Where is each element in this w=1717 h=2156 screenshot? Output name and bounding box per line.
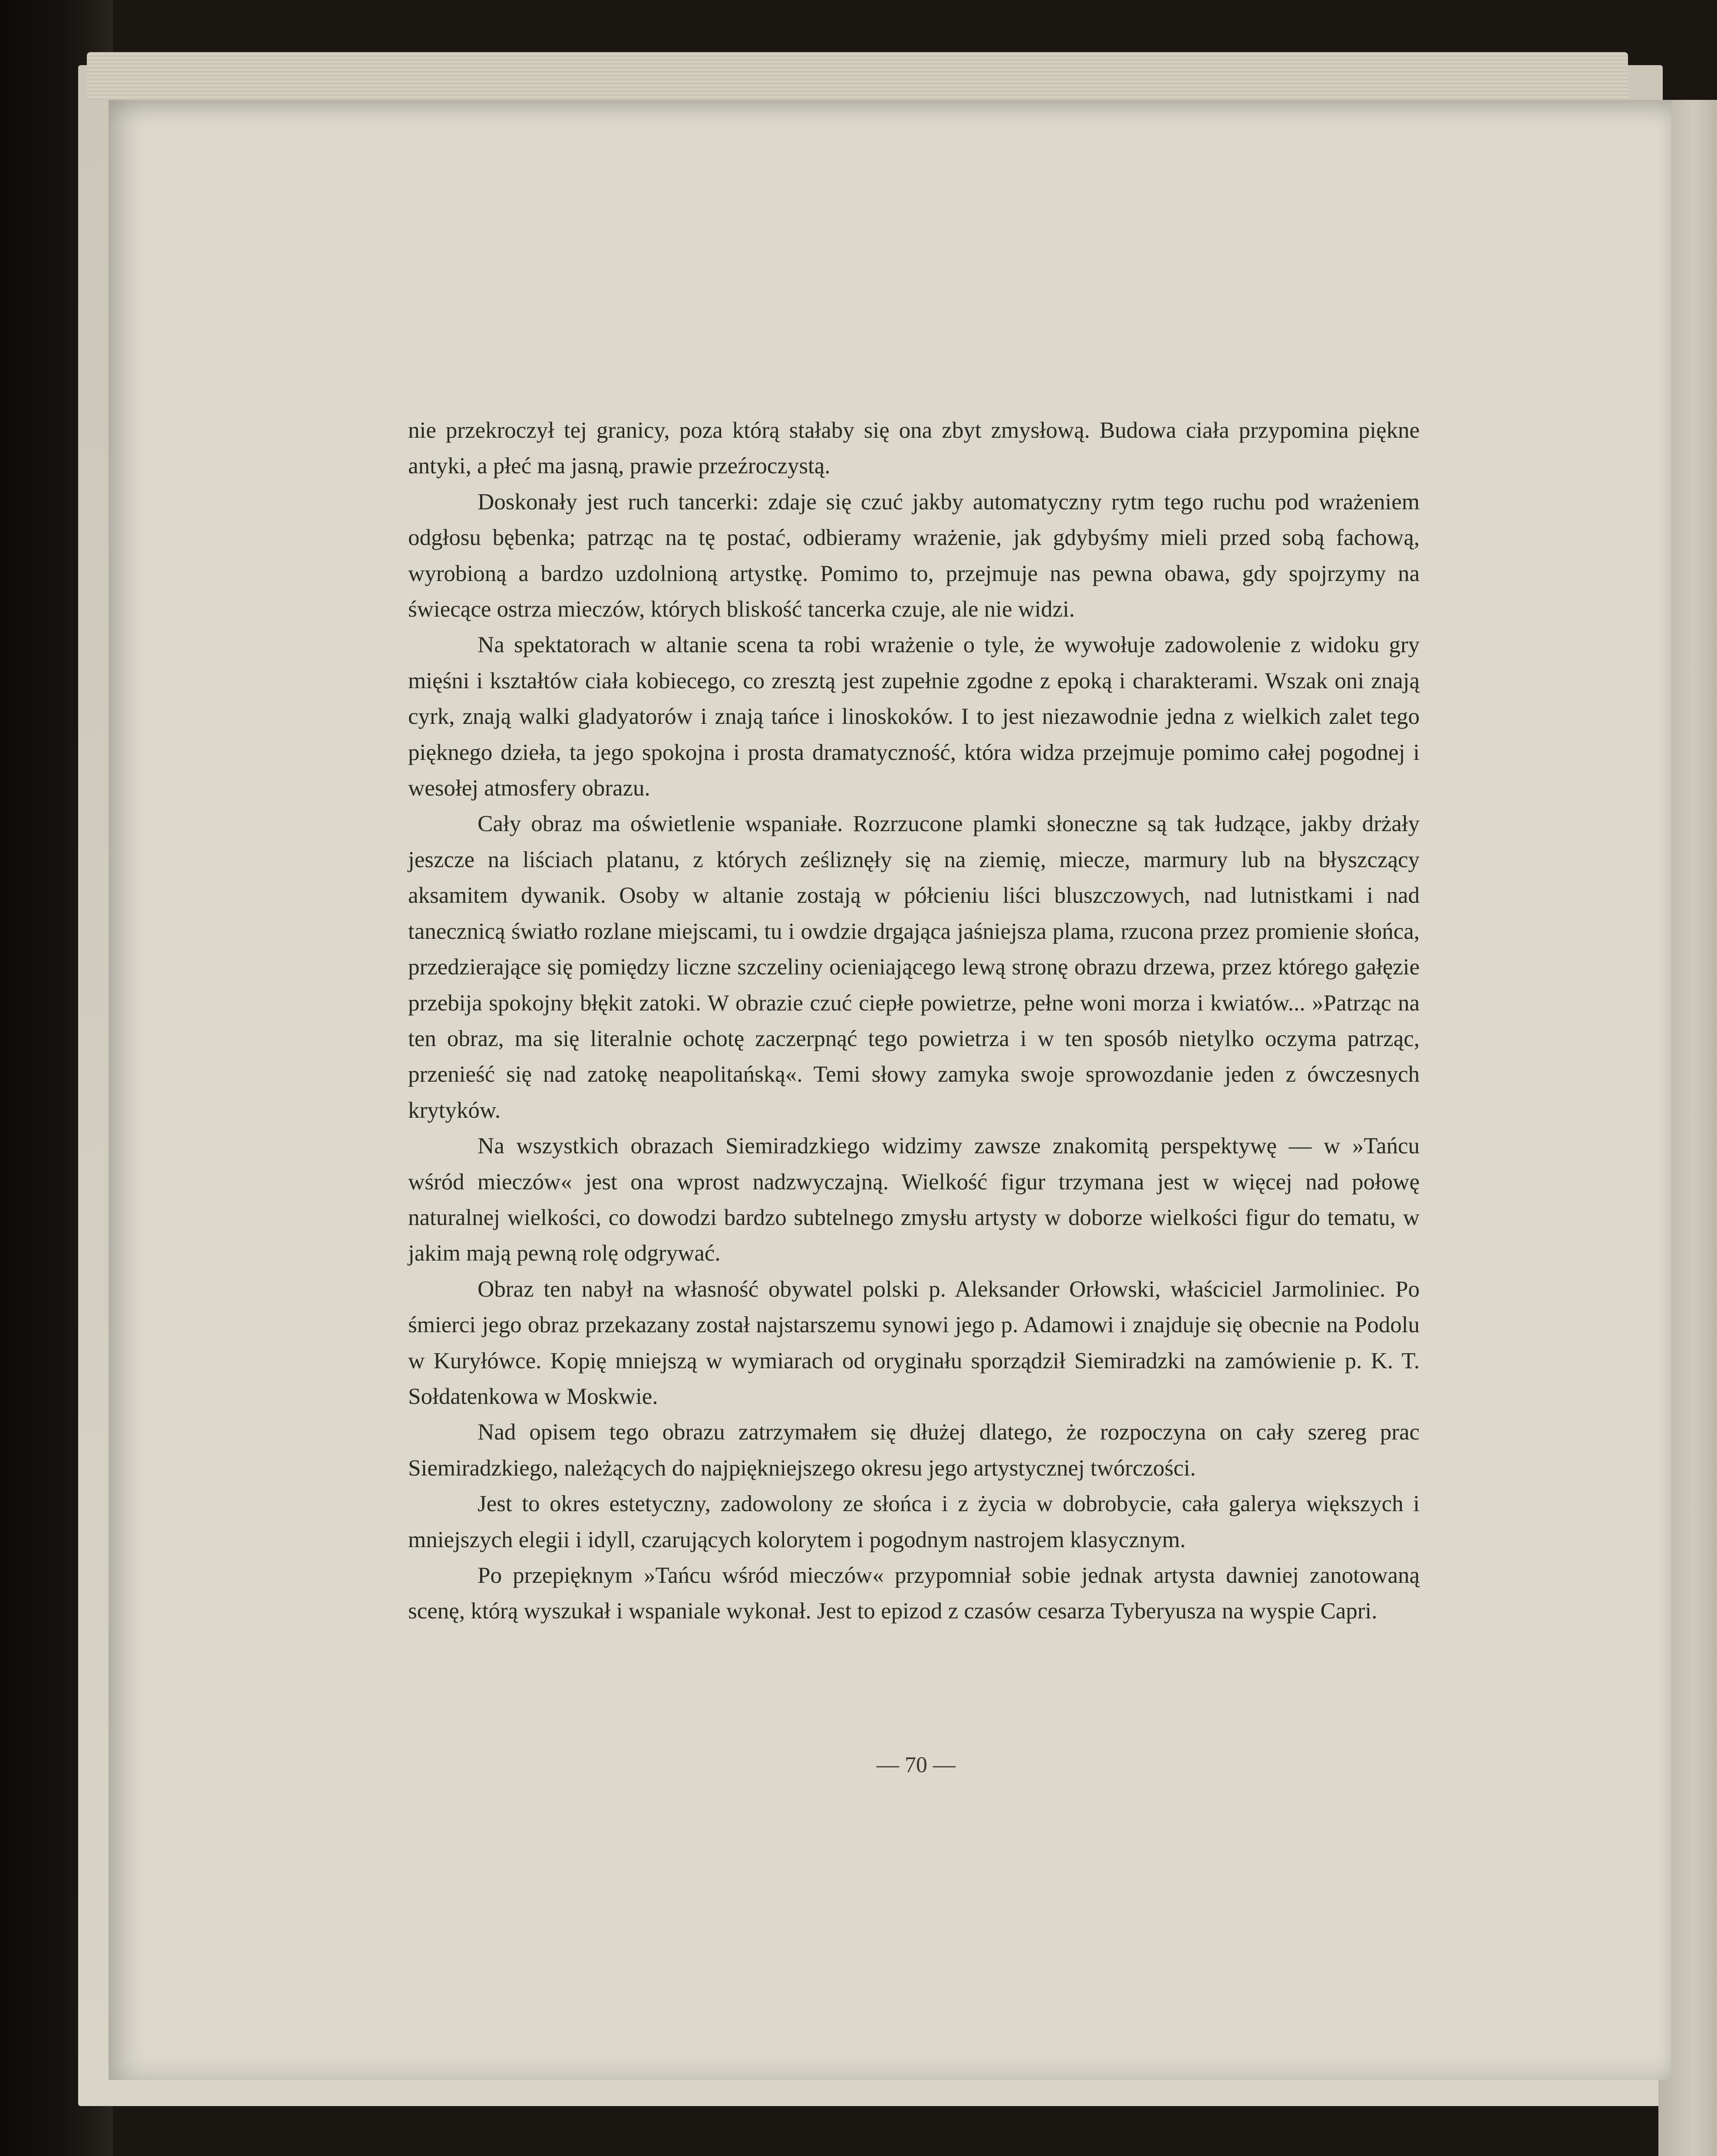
paragraph: Jest to okres estetyczny, zadowolony ze słońca i z życia w dobrobycie, cała galerya większych i mniejszych elegii i idyll, czarujących kolorytem i pogodnym nastrojem klasycznym. — [408, 1491, 1420, 1552]
page-number: — 70 — — [877, 1753, 956, 1777]
paragraph: Nad opisem tego obrazu zatrzymałem się dłużej dlatego, że rozpoczyna on cały szereg prac Siemiradzkiego, należących do najpiękniejszego okresu jego artystycznej twórczości. — [408, 1420, 1420, 1481]
paragraph: Na wszystkich obrazach Siemiradzkiego widzimy zawsze znakomitą perspektywę — w »Tańcu wśród mieczów« jest ona wprost nadzwyczajną. Wielkość figur trzymana jest w więcej nad połowę naturalnej wielkości, co dowodzi bardzo subtelnego zmysłu artysty w doborze wielkości figur do tematu, w jakim mają pewną rolę odgrywać. — [408, 1133, 1420, 1266]
paragraph: Cały obraz ma oświetlenie wspaniałe. Rozrzucone plamki słoneczne są tak łudzące, jakby drżały jeszcze na liściach platanu, z których ześliznęły się na ziemię, miecze, marmury lub na błyszczący aksamitem dywanik. Osoby w altanie zostają w półcieniu liści bluszczowych, nad lutnistkami i nad tanecznicą światło rozlane miejscami, tu i owdzie drgająca jaśniejsza plama, rzucona przez promienie słońca, przedzierające się pomiędzy liczne szczeliny ocieniającego lewą stronę obrazu drzewa, przez którego gałęzie przebija spokojny błękit zatoki. W obrazie czuć ciepłe powietrze, pełne woni morza i kwiatów... »Patrząc na ten obraz, ma się literalnie ochotę zaczerpnąć tego powietrza i w ten sposób nietylko oczyma patrząc, przenieść się nad zatokę neapolitańską«. Temi słowy zamyka swoje sprowozdanie jeden z ówczesnych krytyków. — [408, 811, 1420, 1123]
paragraph: Po przepięknym »Tańcu wśród mieczów« przypomniał sobie jednak artysta dawniej zanotowaną scenę, którą wyszukał i wspaniale wykonał. Jest to epizod z czasów cesarza Tyberyusza na wyspie Capri. — [408, 1563, 1420, 1624]
paragraph: Doskonały jest ruch tancerki: zdaje się czuć jakby automatyczny rytm tego ruchu pod wrażeniem odgłosu bębenka; patrząc na tę postać, odbieramy wrażenie, jak gdybyśmy mieli przed sobą fachową, wyrobioną a bardzo uzdolnioną artystkę. Pomimo to, przejmuje nas pewna obawa, gdy spojrzymy na świecące ostrza mieczów, których bliskość tancerka czuje, ale nie widzi. — [408, 489, 1420, 622]
paragraph: Obraz ten nabył na własność obywatel polski p. Aleksander Orłowski, właściciel Jarmoliniec. Po śmierci jego obraz przekazany został najstarszemu synowi jego p. Adamowi i znajduje się obecnie na Podolu w Kuryłówce. Kopię mniejszą w wymiarach od oryginału sporządził Siemiradzki na zamówienie p. K. T. Sołdatenkowa w Moskwie. — [408, 1276, 1420, 1409]
paragraph: nie przekroczył tej granicy, poza którą stałaby się ona zbyt zmysłową. Budowa ciała przypomina piękne antyki, a płeć ma jasną, prawie przeźroczystą. — [408, 418, 1420, 479]
page-stack-top-edge — [87, 52, 1628, 100]
body-text — [408, 413, 1420, 1629]
paragraph: Na spektatorach w altanie scena ta robi wrażenie o tyle, że wywołuje zadowolenie z widoku gry mięśni i kształtów ciała kobiecego, co zresztą jest zupełnie zgodne z epoką i charakterami. Wszak oni znają cyrk, znają walki gladyatorów i znają tańce i linoskoków. I to jest niezawodnie jedna z wielkich zalet tego pięknego dzieła, ta jego spokojna i prosta dramatyczność, która widza przejmuje pomimo całej pogodnej i wesołej atmosfery obrazu. — [408, 632, 1420, 801]
